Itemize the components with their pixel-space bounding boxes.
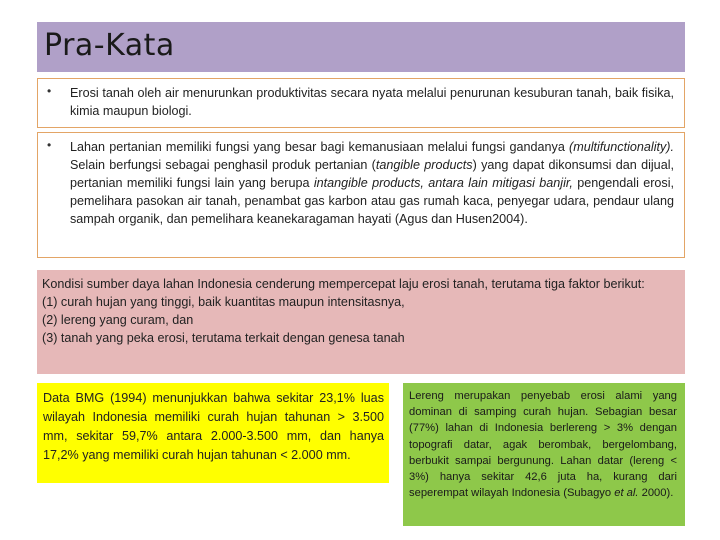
condition-item: (1) curah hujan yang tinggi, baik kuantitas maupun intensitasnya, [42,295,405,309]
title-bar [37,22,685,72]
conditions-box [37,270,685,374]
bullet-icon: • [47,138,52,152]
slope-note-text: Lereng merupakan penyebab erosi alami yang dominan di samping curah hujan. Sebagian besar (77%) lahan di Indonesia berlereng > 3% dengan topografi datar, agak berombak, bergelombang, berbukit sampai bergunung. Lahan datar (lereng < 3%) hanya sekitar 42,6 juta ha, kurang dari seperempat wilayah Indonesia (Subagyo [409,390,677,500]
bmg-rainfall-note: Data BMG (1994) menunjukkan bahwa sekitar 23,1% luas wilayah Indonesia memiliki curah hujan tahunan > 3.500 mm, sekitar 59,7% antara 2.000-3.500 mm, dan hanya 17,2% yang memiliki curah hujan tahunan < 2.000 mm. [37,383,389,483]
bullet-icon: • [47,84,52,98]
page-title: Pra-Kata [44,28,175,63]
bullet-text-part: ) yang dapat dikonsumsi dan dijual, pertanian memiliki fungsi lain yang berupa [70,158,674,190]
bullet-text-italic: (multifunctionality). [569,140,674,154]
bullet-text-italic: tangible products [375,158,473,172]
bullet-text-erosion: Erosi tanah oleh air menurunkan produktivitas secara nyata melalui penurunan kesuburan tanah, baik fisika, kimia maupun biologi. [70,86,674,118]
bullet-text-part: Selain berfungsi sebagai penghasil produk pertanian ( [70,158,376,172]
conditions-intro: Kondisi sumber daya lahan Indonesia cenderung mempercepat laju erosi tanah, terutama tiga faktor berikut: [42,277,645,291]
bullet-text-italic: intangible products, antara lain mitigasi banjir, [313,176,573,190]
slope-note-citation: et al. [614,487,639,500]
condition-item: (3) tanah yang peka erosi, terutama terkait dengan genesa tanah [42,331,405,345]
condition-item: (2) lereng yang curam, dan [42,313,194,327]
slope-note-citation-end: 2000). [638,487,674,500]
bullet-text-multifunctionality [70,138,674,228]
bullet-text-part: Lahan pertanian memiliki fungsi yang besar bagi kemanusiaan melalui fungsi gandanya [70,140,570,154]
bullet-box-erosion [37,78,685,128]
bullet-text-part: pengendali erosi, pemelihara pasokan air tanah, penambat gas karbon atau gas rumah kaca, penyegar udara, pendaur ulang sampah organik, dan pemelihara keanekaragaman hayati (Agus dan Husen2004). [70,176,675,226]
bullet-box-multifunctionality [37,132,685,258]
slope-note [403,383,685,526]
